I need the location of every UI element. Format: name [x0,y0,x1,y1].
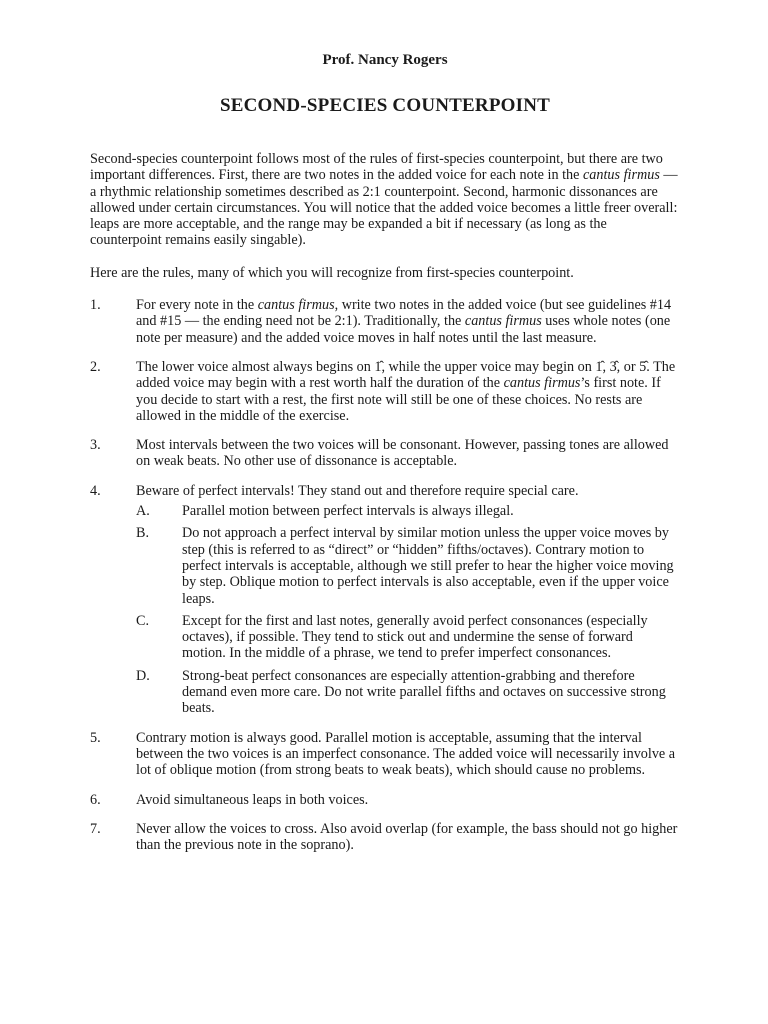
intro-text-1: Second-species counterpoint follows most of the rules of first-species counterpoint, but there are two important differences. First, there are two notes in the added voice for each note in the [90,151,663,184]
rule-4-sub-d [136,668,680,717]
rule-italic: cantus firmus [464,313,542,330]
sub-text: Strong-beat perfect consonances are especially attention-grabbing and therefore demand even more care. Do not write parallel fifths and octaves on successive strong beats. [182,667,666,717]
rule-text: Beware of perfect intervals! They stand out and therefore require special care. [136,482,579,499]
rule-6 [90,792,680,808]
rule-4-sub-c [136,613,680,662]
lead-paragraph: Here are the rules, many of which you will recognize from first-species counterpoint. [90,264,574,281]
rule-text: uses whole notes (one note per measure) and the added voice moves in half notes until the last measure. [136,313,671,346]
sub-text: Except for the first and last notes, generally avoid perfect consonances (especially octaves), if possible. They tend to stick out and undermine the sense of forward motion. In the middle of a phrase, we tend to prefer imperfect consonances. [182,612,648,662]
intro-paragraph [90,151,680,249]
author-name: Prof. Nancy Rogers [322,52,448,68]
rule-5 [90,730,680,779]
sub-letter: A. [136,503,150,520]
rule-italic: cantus firmus [257,297,335,314]
rule-text: Contrary motion is always good. Parallel motion is acceptable, assuming that the interval between the two voices is an imperfect consonance. The added voice will necessarily involve a lot of oblique motion (from strong beats to weak beats), which should cause no problems. [136,729,676,779]
document-title: SECOND-SPECIES COUNTERPOINT [219,95,551,116]
rule-1 [90,297,680,346]
sub-letter: B. [136,525,150,542]
intro-italic: cantus firmus [582,167,660,184]
sub-letter: D. [136,667,150,684]
sub-text: Parallel motion between perfect intervals is always illegal. [182,503,514,520]
rule-4-sub-b [136,525,680,606]
rule-italic: cantus firmus [503,375,581,392]
sub-letter: C. [136,612,150,629]
rule-text: The lower voice almost always begins on 1̂, while the upper voice may begin on 1̂, 3̂, or 5̂. The added voice may begin with a rest worth half the duration of the [136,358,676,392]
rule-text: ’s first note. If you decide to start with a rest, the first note will still be one of these choices. No rests are allowed in the middle of the exercise. [136,375,661,424]
rule-number: 6. [90,791,101,808]
rule-number: 2. [90,358,101,375]
rule-text: Most intervals between the two voices will be consonant. However, passing tones are allowed on weak beats. No other use of dissonance is acceptable. [136,437,669,470]
rule-3 [90,437,680,470]
rule-number: 3. [90,437,101,454]
rule-text: For every note in the [136,297,258,314]
rule-number: 4. [90,482,101,499]
rule-number: 5. [90,729,101,746]
rule-number: 7. [90,820,101,837]
intro-text-2: — a rhythmic relationship sometimes described as 2:1 counterpoint. Second, harmonic dissonances are allowed under certain circumstances. You will notice that the added voice becomes a little freer overall: leaps are more acceptable, and the range may be expanded a bit if necessary (as long as the counterpoint remains easily singable). [90,167,678,249]
rule-4 [90,483,680,717]
rule-text: Never allow the voices to cross. Also avoid overlap (for example, the bass should not go higher than the previous note in the soprano). [136,820,678,854]
document-page [90,52,680,866]
rule-4-sub-a [136,503,680,519]
rule-text: Avoid simultaneous leaps in both voices. [136,791,369,808]
sub-text: Do not approach a perfect interval by similar motion unless the upper voice moves by step (this is referred to as “direct” or “hidden” fifths/octaves). Contrary motion to perfect intervals is acceptable, although we still prefer to hear the higher voice moving by step. Oblique motion to perfect intervals is also acceptable, even if the upper voice leaps. [182,525,674,607]
rule-7 [90,821,680,854]
rule-2 [90,359,680,424]
rule-text: , write two notes in the added voice (but see guidelines #14 and #15 — the ending need not be 2:1). Traditionally, the [136,297,672,330]
rule-number: 1. [90,297,101,314]
